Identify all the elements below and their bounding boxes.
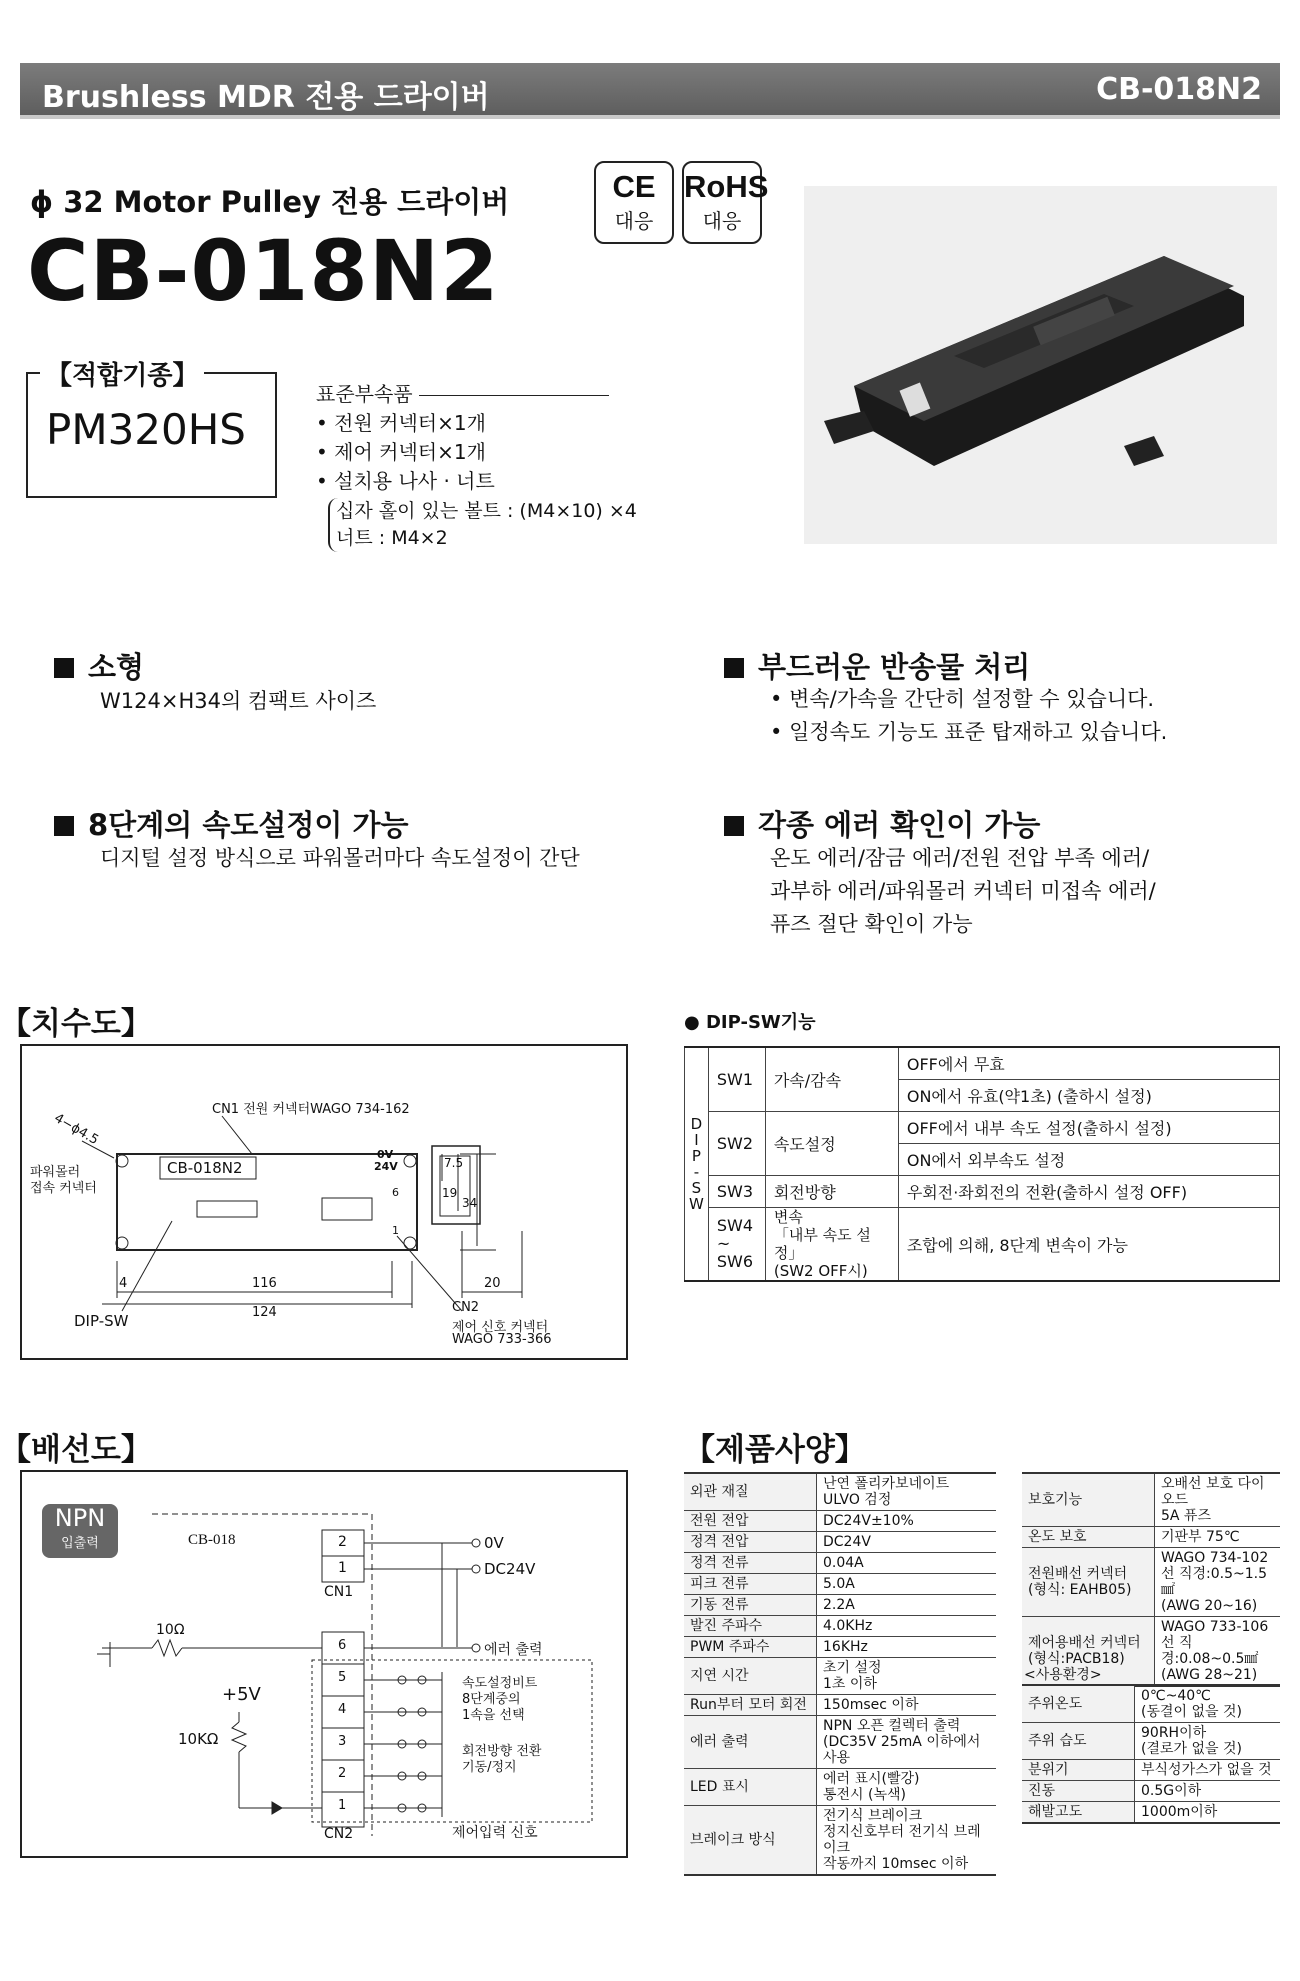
wiring-cb: CB-018 xyxy=(188,1532,236,1548)
dip-sw: SW2 xyxy=(708,1112,765,1176)
spec-value: 부식성가스가 없을 것 xyxy=(1135,1760,1281,1781)
npn-title: NPN xyxy=(54,1504,106,1532)
spec-value: 4.0KHz xyxy=(817,1616,997,1637)
spec-row xyxy=(684,1574,996,1595)
wiring-r2: 10KΩ xyxy=(178,1730,219,1748)
dim-holes: 4−ϕ4.5 xyxy=(51,1110,101,1149)
spec-value: WAGO 733-106 선 직경:0.08~0.5㎟ (AWG 28~21) xyxy=(1155,1617,1281,1687)
spec-row xyxy=(684,1511,996,1532)
spec-label: 해발고도 xyxy=(1022,1802,1135,1824)
spec-table-left xyxy=(684,1472,996,1876)
ce-sub: 대응 xyxy=(614,209,654,233)
wiring-0v: 0V xyxy=(484,1534,504,1552)
spec-label: 분위기 xyxy=(1022,1760,1135,1781)
rohs-badge xyxy=(682,161,769,244)
dip-title-text: DIP-SW기능 xyxy=(705,1012,816,1033)
feature-line: 퓨즈 절단 확인이 가능 xyxy=(770,912,973,936)
dip-side-label: D I P - S W xyxy=(685,1047,709,1281)
dim-24v: 24V xyxy=(374,1160,398,1173)
dim-motor-conn-1: 파워몰러 xyxy=(30,1165,81,1180)
spec-row xyxy=(684,1473,996,1511)
spec-value: DC24V±10% xyxy=(817,1511,997,1532)
feature-line: • 변속/가속을 간단히 설정할 수 있습니다. xyxy=(770,683,1167,716)
feature-desc xyxy=(770,683,1167,749)
spec-value: 5.0A xyxy=(817,1574,997,1595)
spec-label: 피크 전류 xyxy=(684,1574,817,1595)
dim-label: CB-018N2 xyxy=(167,1159,243,1177)
accessory-item: • 전원 커넥터×1개 xyxy=(316,409,609,438)
spec-row xyxy=(1022,1781,1280,1802)
spec-value: 초기 설정 1초 이하 xyxy=(817,1658,997,1695)
spec-value: 90RH이하 (결로가 없을 것) xyxy=(1135,1723,1281,1760)
wiring-r1: 10Ω xyxy=(156,1622,185,1638)
dim-dipsw: DIP-SW xyxy=(74,1312,129,1330)
cn2-pin: 4 xyxy=(338,1702,347,1717)
spec-row xyxy=(1022,1473,1280,1527)
spec-row xyxy=(1022,1548,1280,1617)
spec-label: 정격 전류 xyxy=(684,1553,817,1574)
spec-row xyxy=(684,1806,996,1876)
spec-value: 0℃~40℃ (동결이 없을 것) xyxy=(1135,1685,1281,1723)
feature-title: 8단계의 속도설정이 가능 xyxy=(54,803,409,844)
product-subtitle: ϕ 32 Motor Pulley 전용 드라이버 xyxy=(30,185,510,219)
spec-value: WAGO 734-102 선 직경:0.5~1.5㎟ (AWG 20~16) xyxy=(1155,1548,1281,1617)
spec-label: 제어용배선 커넥터 (형식:PACB18) xyxy=(1022,1617,1155,1687)
dim-124: 124 xyxy=(252,1305,277,1320)
wiring-diagram xyxy=(20,1470,628,1858)
wiring-title: 【배선도】 xyxy=(0,1432,152,1468)
wiring-speed: 속도설정비트 xyxy=(462,1676,538,1691)
dip-title: ● DIP-SW기능 xyxy=(684,1012,816,1033)
feature-title: 부드러운 반송물 처리 xyxy=(724,645,1030,686)
spec-label: LED 표시 xyxy=(684,1769,817,1806)
spec-label: 외관 재질 xyxy=(684,1473,817,1511)
spec-label: 진동 xyxy=(1022,1781,1135,1802)
cn2-pin: 3 xyxy=(338,1734,347,1749)
spec-value: DC24V xyxy=(817,1532,997,1553)
dimension-drawing xyxy=(20,1044,628,1360)
dim-pin6: 6 xyxy=(392,1186,399,1199)
wiring-speed: 1속을 선택 xyxy=(462,1708,525,1723)
spec-label: 온도 보호 xyxy=(1022,1527,1155,1548)
dip-func: 가속/감속 xyxy=(765,1047,898,1112)
wiring-dc24: DC24V xyxy=(484,1560,536,1578)
spec-row xyxy=(684,1553,996,1574)
spec-label: Run부터 모터 회전 xyxy=(684,1695,817,1716)
spec-row xyxy=(1022,1760,1280,1781)
spec-value: 에러 표시(빨강) 통전시 (녹색) xyxy=(817,1769,997,1806)
feature-desc: 디지털 설정 방식으로 파워몰러마다 속도설정이 간단 xyxy=(100,846,580,870)
spec-value: 전기식 브레이크 정지신호부터 전기식 브레이크 작동까지 10msec 이하 xyxy=(817,1806,997,1876)
spec-value: NPN 오픈 컬렉터 출력 (DC35V 25mA 이하에서 사용 xyxy=(817,1716,997,1769)
dim-0v: 0V xyxy=(377,1148,394,1161)
spec-title: 【제품사양】 xyxy=(684,1432,866,1468)
wiring-err: 에러 출력 xyxy=(484,1642,543,1658)
spec-row xyxy=(684,1769,996,1806)
spec-value: 난연 폴리카보네이트 ULVO 검정 xyxy=(817,1473,997,1511)
spec-label: 지연 시간 xyxy=(684,1658,817,1695)
dim-7-5: 7.5 xyxy=(444,1156,464,1170)
dip-sw: SW4 ~ SW6 xyxy=(708,1208,765,1282)
dip-desc: ON에서 외부속도 설정 xyxy=(898,1144,1279,1176)
spec-value: 2.2A xyxy=(817,1595,997,1616)
dip-func: 속도설정 xyxy=(765,1112,898,1176)
cn2-pin: 6 xyxy=(338,1638,347,1653)
spec-row xyxy=(1022,1527,1280,1548)
cn2-pin: 5 xyxy=(338,1670,347,1685)
spec-row xyxy=(684,1616,996,1637)
rohs-sub: 대응 xyxy=(702,209,742,233)
spec-label: 주위 습도 xyxy=(1022,1723,1135,1760)
feature-line: • 일정속도 기능도 표준 탑재하고 있습니다. xyxy=(770,716,1167,749)
spec-label: 주위온도 xyxy=(1022,1685,1135,1723)
spec-label: 전원배선 커넥터 (형식: EAHB05) xyxy=(1022,1548,1155,1617)
accessory-detail xyxy=(328,498,637,552)
dim-pin1: 1 xyxy=(392,1224,399,1237)
spec-value: 오배선 보호 다이오드 5A 퓨즈 xyxy=(1155,1473,1281,1527)
cn2-pin: 1 xyxy=(338,1798,347,1813)
spec-table-env xyxy=(1022,1684,1280,1824)
spec-row xyxy=(1022,1685,1280,1723)
ce-title: CE xyxy=(612,169,656,204)
wiring-rot: 기동/정지 xyxy=(462,1760,517,1775)
spec-label: 기동 전류 xyxy=(684,1595,817,1616)
wiring-ctrl: 제어입력 신호 xyxy=(452,1825,538,1841)
rohs-title: RoHS xyxy=(684,169,769,204)
spec-label: PWM 주파수 xyxy=(684,1637,817,1658)
dip-sw: SW3 xyxy=(708,1176,765,1208)
dip-desc: ON에서 유효(약1초) (출하시 설정) xyxy=(898,1080,1279,1112)
dim-cn2-wago: WAGO 733-366 xyxy=(452,1332,552,1347)
dim-4: 4 xyxy=(119,1276,128,1291)
accessory-item: • 설치용 나사 · 너트 xyxy=(316,467,609,496)
feature-line: 온도 에러/잠금 에러/전원 전압 부족 에러/ xyxy=(770,846,1150,870)
env-title: <사용환경> xyxy=(1024,1667,1102,1683)
header-bar xyxy=(20,63,1280,119)
spec-value: 기판부 75℃ xyxy=(1155,1527,1281,1548)
spec-label: 브레이크 방식 xyxy=(684,1806,817,1876)
wiring-5v: +5V xyxy=(222,1684,261,1705)
spec-value: 0.5G이하 xyxy=(1135,1781,1281,1802)
dip-func: 회전방향 xyxy=(765,1176,898,1208)
feature-desc: W124×H34의 컴팩트 사이즈 xyxy=(100,689,377,713)
dim-34: 34 xyxy=(462,1196,478,1210)
spec-value: 150msec 이하 xyxy=(817,1695,997,1716)
npn-sub: 입출력 xyxy=(61,1536,99,1551)
spec-row xyxy=(684,1716,996,1769)
spec-label: 전원 전압 xyxy=(684,1511,817,1532)
dip-desc: 우회전·좌회전의 전환(출하시 설정 OFF) xyxy=(898,1176,1279,1208)
spec-row xyxy=(684,1695,996,1716)
dip-desc: 조합에 의해, 8단계 변속이 가능 xyxy=(898,1208,1279,1282)
accessory-nut: 너트 : M4×2 xyxy=(336,527,448,549)
spec-label: 정격 전압 xyxy=(684,1532,817,1553)
dip-desc: OFF에서 무효 xyxy=(898,1047,1279,1080)
accessories-title: 표준부속품 xyxy=(316,382,413,406)
cn1-pin: 2 xyxy=(338,1534,347,1550)
spec-table-right xyxy=(1022,1472,1280,1687)
product-model: CB-018N2 xyxy=(27,222,500,320)
npn-badge xyxy=(42,1504,118,1558)
spec-value: 16KHz xyxy=(817,1637,997,1658)
dim-cn2-desc: 제어 신호 커넥터 xyxy=(452,1320,549,1335)
accessory-item: • 제어 커넥터×1개 xyxy=(316,438,609,467)
cn1-pin: 1 xyxy=(338,1560,347,1576)
dim-cn1: CN1 전원 커넥터WAGO 734-162 xyxy=(212,1102,410,1117)
wiring-speed: 8단계중의 xyxy=(462,1692,521,1707)
product-photo xyxy=(804,186,1277,544)
spec-label: 발진 주파수 xyxy=(684,1616,817,1637)
spec-value: 1000m이하 xyxy=(1135,1802,1281,1824)
dim-20: 20 xyxy=(484,1276,501,1291)
header-title: Brushless MDR 전용 드라이버 xyxy=(42,80,490,115)
dim-cn2: CN2 xyxy=(452,1300,480,1315)
feature-line: 과부하 에러/파워몰러 커넥터 미접속 에러/ xyxy=(770,879,1156,903)
dip-func: 변속 「내부 속도 설정」 (SW2 OFF시) xyxy=(765,1208,898,1282)
compatible-label: 【적합기종】 xyxy=(40,355,204,392)
cn1-label: CN1 xyxy=(324,1584,354,1600)
spec-value: 0.04A xyxy=(817,1553,997,1574)
ce-badge xyxy=(594,161,674,244)
accessories xyxy=(316,380,609,496)
cn2-label: CN2 xyxy=(324,1826,354,1842)
spec-row xyxy=(684,1658,996,1695)
spec-label: 보호기능 xyxy=(1022,1473,1155,1527)
spec-row xyxy=(684,1532,996,1553)
spec-row xyxy=(1022,1802,1280,1824)
wiring-rot: 회전방향 전환 xyxy=(462,1744,542,1759)
dim-motor-conn-2: 접속 커넥터 xyxy=(30,1181,97,1196)
dim-116: 116 xyxy=(252,1276,277,1291)
feature-title: 소형 xyxy=(54,645,144,686)
dip-desc: OFF에서 내부 속도 설정(출하시 설정) xyxy=(898,1112,1279,1144)
header-model: CB-018N2 xyxy=(1096,72,1262,107)
accessory-bolt: 십자 홀이 있는 볼트 : (M4×10) ×4 xyxy=(336,500,637,522)
compatible-value: PM320HS xyxy=(46,405,246,454)
spec-row xyxy=(1022,1723,1280,1760)
spec-label: 에러 출력 xyxy=(684,1716,817,1769)
cn2-pin: 2 xyxy=(338,1766,347,1781)
spec-row xyxy=(684,1595,996,1616)
dimension-title: 【치수도】 xyxy=(0,1006,152,1042)
feature-desc xyxy=(770,842,1156,941)
feature-title: 각종 에러 확인이 가능 xyxy=(724,803,1040,844)
dip-sw: SW1 xyxy=(708,1047,765,1112)
dim-19: 19 xyxy=(442,1186,458,1200)
spec-row xyxy=(684,1637,996,1658)
dip-table xyxy=(684,1046,1280,1282)
